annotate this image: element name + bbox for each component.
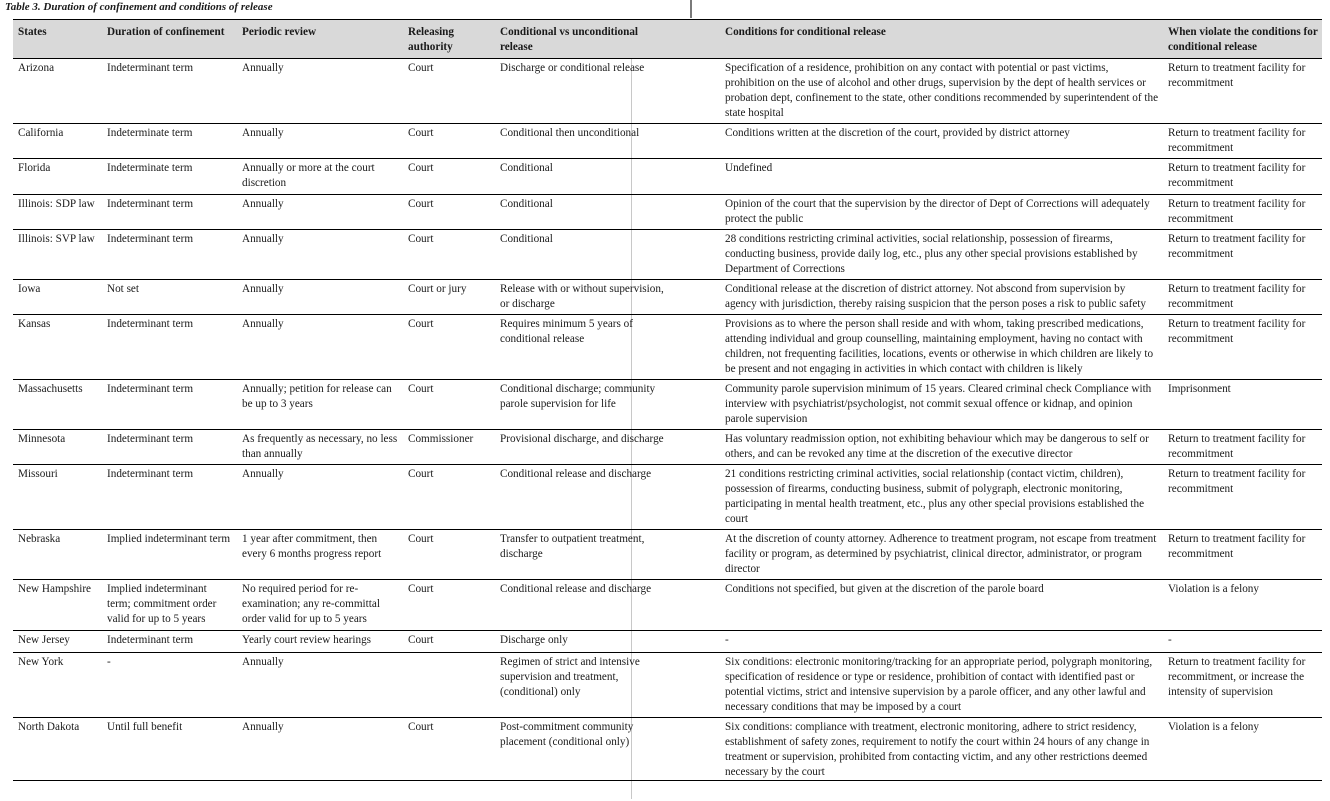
cell-state: Illinois: SDP law: [13, 195, 102, 230]
cell-releasing-authority: Court: [403, 580, 492, 631]
cell-violation: Return to treatment facility for recommitment: [1163, 230, 1322, 280]
cell-conditions: Conditional release at the discretion of district attorney. Not abscond from supervision by agency with jurisdiction, thereby raising suspicion that the person poses a risk to public safety: [675, 280, 1163, 315]
cell-state: North Dakota: [13, 718, 102, 781]
cell-release-type: Provisional discharge, and discharge: [492, 430, 675, 465]
cell-violation: Return to treatment facility for recommitment: [1163, 315, 1322, 380]
cell-violation: Return to treatment facility for recommitment: [1163, 124, 1322, 159]
cell-releasing-authority: Court: [403, 124, 492, 159]
cell-duration: Indeterminant term: [102, 59, 237, 124]
cell-violation: Return to treatment facility for recommitment: [1163, 195, 1322, 230]
cell-duration: Indeterminant term: [102, 430, 237, 465]
table-body: [13, 59, 1322, 781]
cell-duration: Implied indeterminant term; commitment order valid for up to 5 years: [102, 580, 237, 631]
cell-duration: Indeterminant term: [102, 631, 237, 653]
cell-releasing-authority: Court: [403, 159, 492, 195]
cell-violation: Return to treatment facility for recommitment: [1163, 280, 1322, 315]
table-row: [13, 315, 1322, 380]
table-row: [13, 718, 1322, 781]
cell-releasing-authority: Court: [403, 59, 492, 124]
col-header-violation: When violate the conditions for conditional release: [1163, 20, 1322, 59]
cell-releasing-authority: Court or jury: [403, 280, 492, 315]
cell-conditions: 28 conditions restricting criminal activities, social relationship, possession of firearms, conducting business, provide daily log, etc., plus any other special provisions established by Department of Corrections: [675, 230, 1163, 280]
release-conditions-table: [13, 19, 1322, 781]
cell-periodic-review: As frequently as necessary, no less than annually: [237, 430, 403, 465]
cell-release-type: Discharge or conditional release: [492, 59, 675, 124]
cell-conditions: Conditions not specified, but given at the discretion of the parole board: [675, 580, 1163, 631]
cell-state: Missouri: [13, 465, 102, 530]
cell-violation: Return to treatment facility for recommitment: [1163, 159, 1322, 195]
table-row: [13, 59, 1322, 124]
cell-violation: Return to treatment facility for recommitment: [1163, 430, 1322, 465]
cell-releasing-authority: Court: [403, 380, 492, 430]
cell-periodic-review: Annually: [237, 230, 403, 280]
col-header-conditions: Conditions for conditional release: [675, 20, 1163, 59]
cell-violation: Return to treatment facility for recommitment, or increase the intensity of supervision: [1163, 653, 1322, 718]
cell-state: New Jersey: [13, 631, 102, 653]
cell-duration: Indeterminant term: [102, 465, 237, 530]
cell-periodic-review: Annually: [237, 195, 403, 230]
cell-duration: Not set: [102, 280, 237, 315]
table-row: [13, 124, 1322, 159]
cell-state: Massachusetts: [13, 380, 102, 430]
cell-release-type: Regimen of strict and intensive supervision and treatment, (conditional) only: [492, 653, 675, 718]
cell-releasing-authority: Court: [403, 631, 492, 653]
cell-state: California: [13, 124, 102, 159]
table-row: [13, 380, 1322, 430]
cell-duration: Until full benefit: [102, 718, 237, 781]
cell-releasing-authority: Court: [403, 195, 492, 230]
cell-violation: Return to treatment facility for recommitment: [1163, 465, 1322, 530]
cell-periodic-review: Annually: [237, 465, 403, 530]
cell-violation: -: [1163, 631, 1322, 653]
cell-release-type: Requires minimum 5 years of conditional release: [492, 315, 675, 380]
cell-state: Iowa: [13, 280, 102, 315]
cell-conditions: At the discretion of county attorney. Adherence to treatment program, not escape from treatment facility or program, as determined by psychiatrist, clinical director, administrator, or program director: [675, 530, 1163, 580]
cell-periodic-review: Annually: [237, 718, 403, 781]
cell-release-type: Release with or without supervision, or discharge: [492, 280, 675, 315]
cell-violation: Return to treatment facility for recommitment: [1163, 530, 1322, 580]
cell-conditions: Six conditions: compliance with treatment, electronic monitoring, adhere to strict residency, establishment of safety zones, requirement to notify the court within 24 hours of any change in treatment or supervision, prohibited from contacting victim, and any other restrictions deemed necessary by the court: [675, 718, 1163, 781]
cell-releasing-authority: [403, 653, 492, 718]
cell-duration: Indeterminant term: [102, 195, 237, 230]
cell-duration: Indeterminant term: [102, 315, 237, 380]
table-row: [13, 580, 1322, 631]
table-row: [13, 280, 1322, 315]
page-gutter-mark: [690, 0, 692, 18]
cell-duration: Indeterminant term: [102, 230, 237, 280]
cell-conditions: Six conditions: electronic monitoring/tracking for an appropriate period, polygraph monitoring, specification of residence or type or residence, prohibition of contact with identified past or potential victims, strict and intensive supervision by a parole officer, and any other lawful and necessary conditions that may be imposed by a court: [675, 653, 1163, 718]
cell-conditions: -: [675, 631, 1163, 653]
table-row: [13, 230, 1322, 280]
cell-release-type: Conditional: [492, 159, 675, 195]
cell-periodic-review: No required period for re-examination; any re-committal order valid for up to 5 years: [237, 580, 403, 631]
table-row: [13, 430, 1322, 465]
cell-state: Kansas: [13, 315, 102, 380]
cell-state: New York: [13, 653, 102, 718]
col-header-periodic-review: Periodic review: [237, 20, 403, 59]
cell-violation: Imprisonment: [1163, 380, 1322, 430]
cell-release-type: Conditional release and discharge: [492, 465, 675, 530]
col-header-conditional-vs-unconditional: Conditional vs unconditional release: [492, 20, 675, 59]
cell-periodic-review: Annually: [237, 315, 403, 380]
cell-conditions: Opinion of the court that the supervision by the director of Dept of Corrections will adequately protect the public: [675, 195, 1163, 230]
cell-releasing-authority: Court: [403, 718, 492, 781]
cell-release-type: Conditional discharge; community parole supervision for life: [492, 380, 675, 430]
cell-periodic-review: Annually: [237, 124, 403, 159]
cell-periodic-review: Annually; petition for release can be up to 3 years: [237, 380, 403, 430]
cell-release-type: Post-commitment community placement (conditional only): [492, 718, 675, 781]
cell-releasing-authority: Commissioner: [403, 430, 492, 465]
cell-periodic-review: Annually: [237, 653, 403, 718]
cell-violation: Return to treatment facility for recommitment: [1163, 59, 1322, 124]
cell-periodic-review: Annually or more at the court discretion: [237, 159, 403, 195]
table-row: [13, 159, 1322, 195]
table-caption: Table 3. Duration of confinement and conditions of release: [5, 1, 273, 13]
table-header-row: [13, 20, 1322, 59]
cell-releasing-authority: Court: [403, 315, 492, 380]
cell-release-type: Conditional then unconditional: [492, 124, 675, 159]
col-header-releasing-authority: Releasing authority: [403, 20, 492, 59]
table-row: [13, 465, 1322, 530]
table-row: [13, 530, 1322, 580]
cell-conditions: Undefined: [675, 159, 1163, 195]
cell-releasing-authority: Court: [403, 465, 492, 530]
cell-conditions: Specification of a residence, prohibition on any contact with potential or past victims, prohibition on the use of alcohol and other drugs, supervision by the dept of health services or probation dept, confinement to the state, other conditions recommended by superintendent of the state hospital: [675, 59, 1163, 124]
cell-release-type: Conditional release and discharge: [492, 580, 675, 631]
table-row: [13, 195, 1322, 230]
cell-periodic-review: Yearly court review hearings: [237, 631, 403, 653]
cell-duration: Indeterminate term: [102, 159, 237, 195]
cell-state: Illinois: SVP law: [13, 230, 102, 280]
cell-release-type: Conditional: [492, 195, 675, 230]
cell-state: Florida: [13, 159, 102, 195]
cell-releasing-authority: Court: [403, 530, 492, 580]
cell-releasing-authority: Court: [403, 230, 492, 280]
cell-periodic-review: Annually: [237, 280, 403, 315]
cell-conditions: Provisions as to where the person shall reside and with whom, taking prescribed medications, attending individual and group counselling, maintaining employment, having no contact with children, not frequenting facilities, locations, events or otherwise in which children are likely to be present and not engaging in activities in which contact with children is likely: [675, 315, 1163, 380]
cell-release-type: Transfer to outpatient treatment, discharge: [492, 530, 675, 580]
cell-violation: Violation is a felony: [1163, 580, 1322, 631]
cell-release-type: Discharge only: [492, 631, 675, 653]
cell-violation: Violation is a felony: [1163, 718, 1322, 781]
col-header-states: States: [13, 20, 102, 59]
cell-periodic-review: 1 year after commitment, then every 6 months progress report: [237, 530, 403, 580]
cell-state: Minnesota: [13, 430, 102, 465]
cell-duration: -: [102, 653, 237, 718]
cell-state: New Hampshire: [13, 580, 102, 631]
cell-duration: Implied indeterminant term: [102, 530, 237, 580]
cell-state: Arizona: [13, 59, 102, 124]
cell-conditions: Has voluntary readmission option, not exhibiting behaviour which may be dangerous to self or others, and can be revoked any time at the discretion of the executive director: [675, 430, 1163, 465]
cell-duration: Indeterminant term: [102, 380, 237, 430]
table-row: [13, 653, 1322, 718]
cell-conditions: 21 conditions restricting criminal activities, social relationship (contact victim, children), possession of firearms, conducting business, submit of polygraph, electronic monitoring, participating in mental health treatment, etc., plus any other special provisions established the court: [675, 465, 1163, 530]
cell-periodic-review: Annually: [237, 59, 403, 124]
cell-duration: Indeterminate term: [102, 124, 237, 159]
cell-conditions: Conditions written at the discretion of the court, provided by district attorney: [675, 124, 1163, 159]
col-header-duration: Duration of confinement: [102, 20, 237, 59]
table-row: [13, 631, 1322, 653]
cell-state: Nebraska: [13, 530, 102, 580]
cell-release-type: Conditional: [492, 230, 675, 280]
cell-conditions: Community parole supervision minimum of 15 years. Cleared criminal check Compliance with interview with psychiatrist/psychologist, not commit sexual offence or kidnap, and opinion parole supervision: [675, 380, 1163, 430]
